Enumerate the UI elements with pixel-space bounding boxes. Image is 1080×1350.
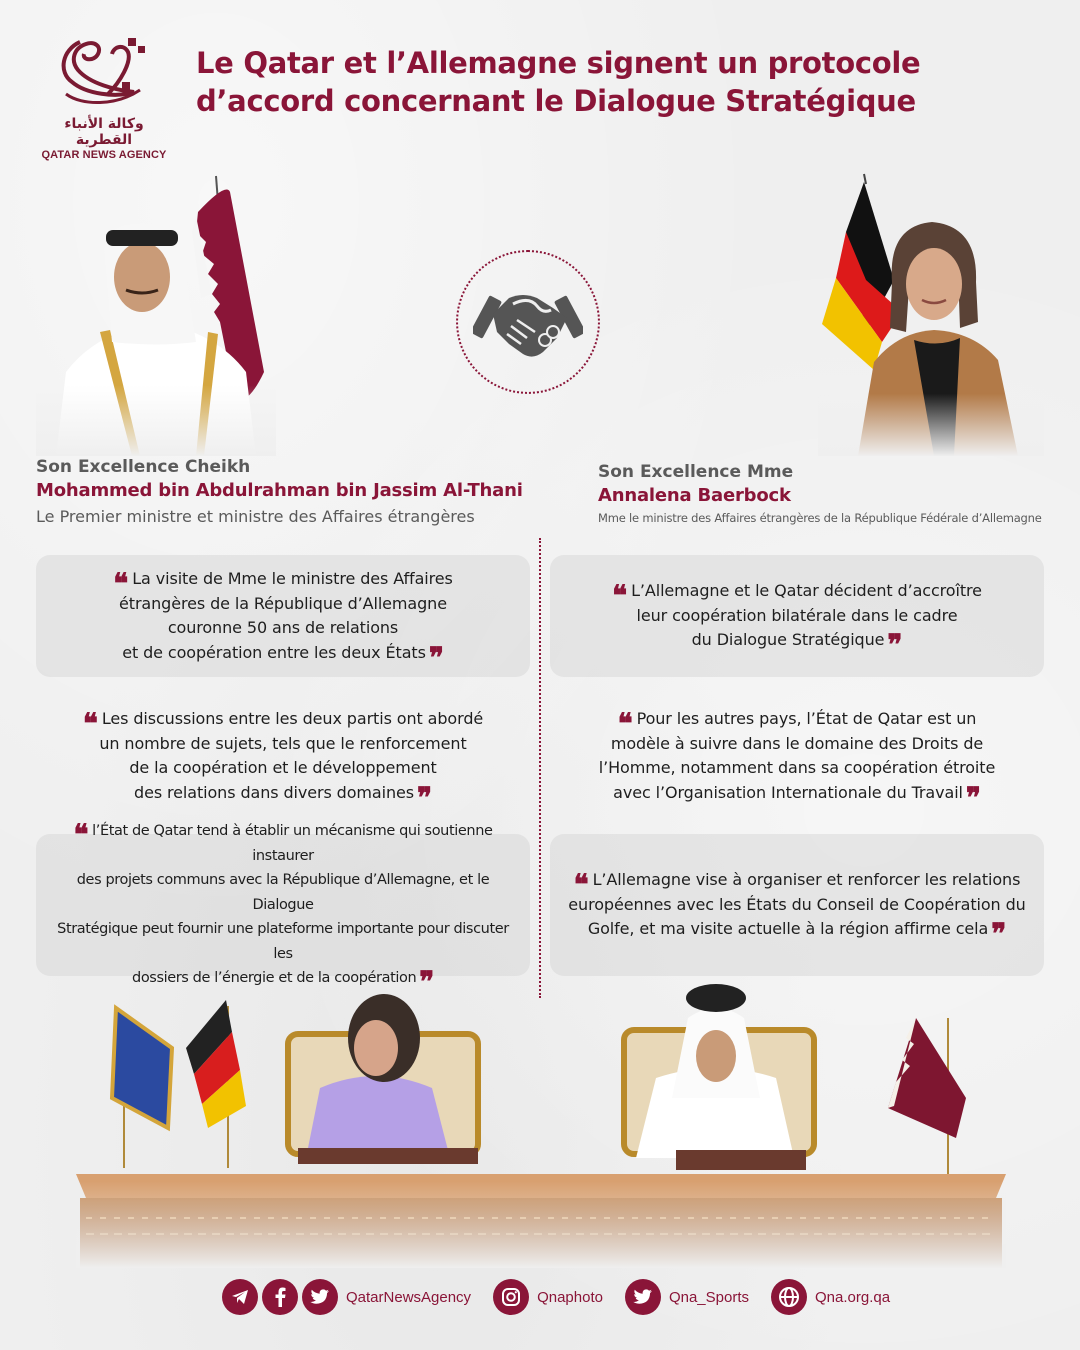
twitter-icon[interactable]: [302, 1279, 338, 1315]
footer-label-website[interactable]: Qna.org.qa: [815, 1288, 891, 1306]
title-line-2: d’accord concernant le Dialogue Stratégique: [196, 84, 916, 118]
open-quote-icon: ❝: [617, 707, 633, 740]
close-quote-icon: ❞: [428, 640, 444, 674]
open-quote-icon: ❝: [82, 707, 98, 740]
left-person-role: Le Premier ministre et ministre des Affaires étrangères: [36, 507, 475, 526]
quote-card: ❝ L’Allemagne et le Qatar décident d’accroître leur coopération bilatérale dans le cadre du Dialogue Stratégique ❞: [550, 555, 1044, 677]
right-person-info: [598, 461, 1058, 527]
open-quote-icon: ❝: [73, 818, 89, 852]
logo-arabic-text: وكالة الأنباء القطرية: [64, 116, 144, 148]
title-line-1: Le Qatar et l’Allemagne signent un protocole: [196, 46, 921, 80]
qatar-minister-photo: [36, 172, 276, 456]
close-quote-icon: ❞: [965, 780, 981, 814]
open-quote-icon: ❝: [612, 579, 628, 613]
left-person-info: [36, 456, 556, 530]
left-honorific: Son Excellence Cheikh: [36, 457, 251, 477]
globe-icon[interactable]: [771, 1279, 807, 1315]
telegram-icon[interactable]: [222, 1279, 258, 1315]
close-quote-icon: ❞: [887, 628, 903, 662]
logo-english-text: QATAR NEWS AGENCY: [41, 149, 167, 161]
handshake-icon: [473, 282, 583, 362]
footer-label-qatarnewsagency[interactable]: QatarNewsAgency: [346, 1288, 472, 1306]
footer-label-qnaphoto[interactable]: Qnaphoto: [537, 1288, 603, 1306]
right-portrait: [818, 172, 1044, 456]
twitter-icon[interactable]: [625, 1279, 661, 1315]
open-quote-icon: ❝: [113, 567, 129, 600]
germany-minister-photo: [818, 172, 1044, 456]
instagram-icon[interactable]: [493, 1279, 529, 1315]
footer-label-qna-sports[interactable]: Qna_Sports: [668, 1288, 749, 1306]
facebook-icon[interactable]: [262, 1279, 298, 1315]
social-footer: [222, 1278, 912, 1316]
right-person-role: Mme le ministre des Affaires étrangères de la République Fédérale d’Allemagne: [598, 511, 1042, 525]
close-quote-icon: ❞: [991, 917, 1007, 951]
left-person-name: Mohammed bin Abdulrahman bin Jassim Al-Thani: [36, 480, 523, 501]
qna-orbit-icon: [58, 32, 150, 114]
handshake-badge: [456, 250, 600, 394]
close-quote-icon: ❞: [416, 780, 432, 814]
qna-logo: [34, 32, 174, 160]
signing-ceremony-photo: [76, 978, 1006, 1268]
quote-card: ❝ La visite de Mme le ministre des Affaires étrangères de la République d’Allemagne couronne 50 ans de relations et de coopération entre les deux États ❞: [36, 555, 530, 677]
right-honorific: Son Excellence Mme: [598, 462, 794, 482]
page-title: [196, 44, 1056, 120]
quote-card: ❝ l’État de Qatar tend à établir un mécanisme qui soutienne instaurer des projets communs avec la République d’Allemagne, et le Dialogue Stratégique peut fournir une plateforme importante pour discuter les: [36, 834, 530, 976]
quote-card: ❝ Pour les autres pays, l’État de Qatar est un modèle à suivre dans le domaine des Droits de l’Homme, notamment dans sa coopération étroite avec l’Organisation Internationale du Travail ❞: [598, 707, 996, 814]
open-quote-icon: ❝: [573, 868, 589, 902]
center-divider: [539, 538, 541, 998]
quote-card: ❝ L’Allemagne vise à organiser et renforcer les relations européennes avec les États du Conseil de Coopération du Golfe, et ma visite actuelle à la région affirme cela ❞: [550, 834, 1044, 976]
left-portrait: [36, 172, 276, 456]
quote-card: ❝ Les discussions entre les deux partis ont abordé un nombre de sujets, tels que le renforcement de la coopération et le développement des relations dans divers domaines ❞: [82, 707, 484, 814]
right-person-name: Annalena Baerbock: [598, 485, 791, 506]
